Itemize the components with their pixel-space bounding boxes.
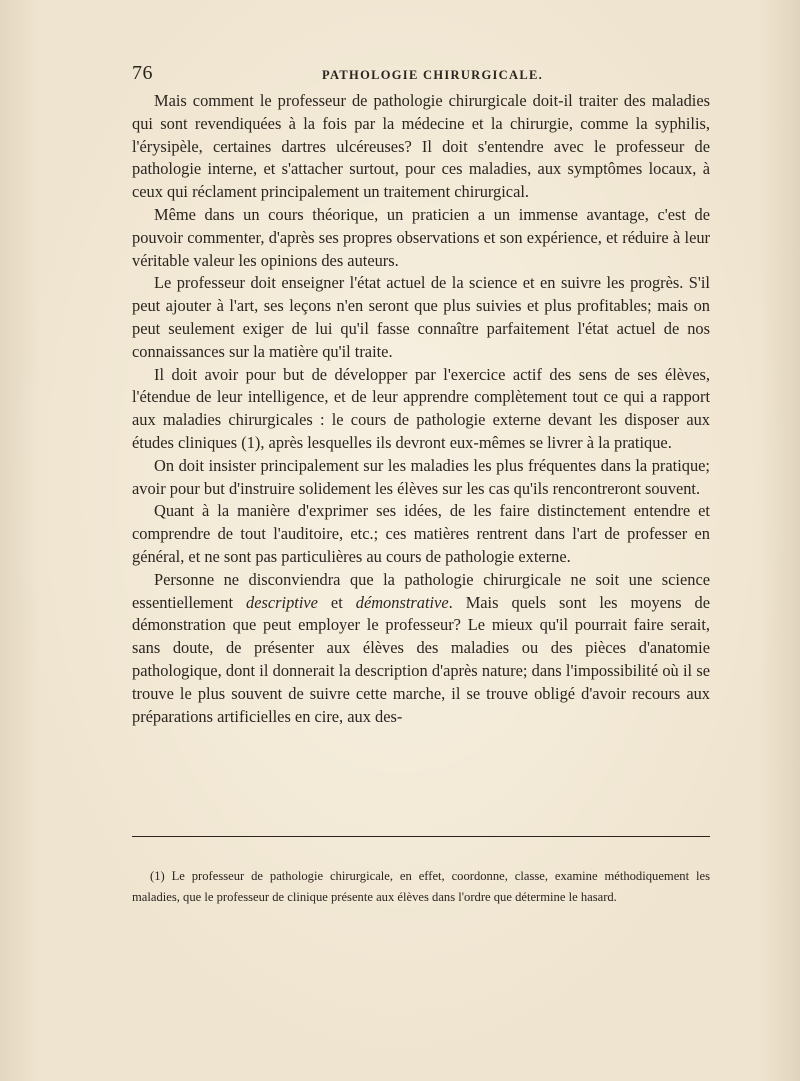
paragraph-5: On doit insister principalement sur les maladies les plus fréquentes dans la pratique; avoir pour but d'instruire solidement les élèves sur les cas qu'ils rencontreront souvent. xyxy=(132,455,710,498)
paragraph-6: Quant à la manière d'exprimer ses idées, de les faire distinctement entendre et comprendre de tout l'auditoire, etc.; ces matières rentrent dans l'art de professer en général, et ne sont pas particulières au cours de pathologie externe. xyxy=(132,501,710,566)
body-text xyxy=(132,90,710,728)
paragraph-7-text-before: Personne ne disconviendra que la pathologie chirurgicale ne soit une science essentiellement xyxy=(132,569,710,612)
paragraph-7 xyxy=(132,569,710,729)
paragraph-3: Le professeur doit enseigner l'état actuel de la science et en suivre les progrès. S'il peut ajouter à l'art, ses leçons n'en seront que plus suivies et plus profitables; mais on peut seulement exiger de lui qu'il fasse connaître parfaitement l'état actuel de nos connaissances sur la matière qu'il traite. xyxy=(132,273,710,361)
footnote-rule xyxy=(132,836,710,837)
running-head: PATHOLOGIE CHIRURGICALE. xyxy=(322,68,544,82)
footnote: (1) Le professeur de pathologie chirurgicale, en effet, coordonne, classe, examine méthodiquement les maladies, que le professeur de clinique présente aux élèves dans l'ordre que détermine le hasard. xyxy=(132,868,710,904)
paragraph-7-text-mid: et xyxy=(317,592,356,612)
paragraph-1: Mais comment le professeur de pathologie chirurgicale doit-il traiter des maladies qui sont revendiquées à la fois par la médecine et la chirurgie, comme la syphilis, l'érysipèle, certaines dartres ulcéreuses? Il doit s'entendre avec le professeur de pathologie interne, et s'attacher surtout, pour ces maladies, aux symptômes locaux, à ceux qui réclament principalement un traitement chirurgical. xyxy=(132,91,710,202)
emphasis-demonstrative: démonstrative xyxy=(355,592,449,612)
page-header xyxy=(132,64,710,88)
paragraph-2: Même dans un cours théorique, un praticien a un immense avantage, c'est de pouvoir commenter, d'après ses propres observations et son expérience, et réduire à leur véritable valeur les opinions des auteurs. xyxy=(132,204,710,270)
emphasis-descriptive: descriptive xyxy=(246,592,318,612)
page-number: 76 xyxy=(132,62,153,84)
paragraph-4: Il doit avoir pour but de développer par l'exercice actif des sens de ses élèves, l'étendue de leur intelligence, et de leur apprendre complètement tout ce qui a rapport aux maladies chirurgicales : le cours de pathologie externe devant les disposer aux études cliniques (1), après lesquelles ils devront eux-mêmes se livrer à la pratique. xyxy=(132,364,710,452)
paragraph-7-text-after: . Mais quels sont les moyens de démonstration que peut employer le professeur? Le mieux qu'il pourrait faire serait, sans doute, de présenter aux élèves des maladies ou des pièces d'anatomie pathologique, dont il donnerait la description d'après nature; dans l'impossibilité où il se trouve le plus souvent de suivre cette marche, il se trouve obligé d'avoir recours aux préparations artificielles en cire, aux des- xyxy=(132,592,710,726)
